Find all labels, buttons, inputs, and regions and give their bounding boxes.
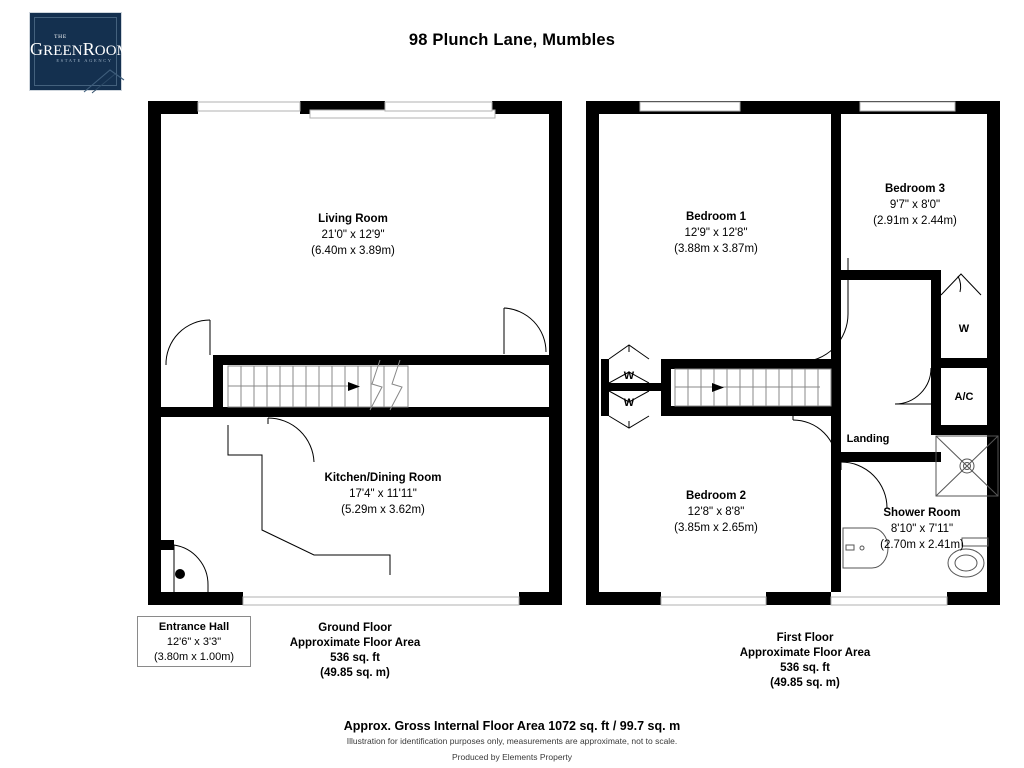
- entrance-hall-name: Entrance Hall: [158, 621, 230, 633]
- logo-subtitle-text: ESTATE AGENCY: [56, 58, 113, 63]
- logo-the-text: THE: [54, 34, 67, 40]
- entrance-hall-callout: [137, 616, 251, 667]
- bedroom2-imperial: 12'8" x 8'8": [687, 506, 745, 518]
- bedroom2-metric: (3.85m x 2.65m): [674, 522, 758, 534]
- first-floor-plan: [586, 101, 1000, 605]
- bedroom1-name: Bedroom 1: [685, 211, 747, 223]
- living-room-metric: (6.40m x 3.89m): [311, 245, 395, 257]
- kitchen-dining-room-name: Kitchen/Dining Room: [324, 472, 442, 484]
- shower-room-door: [841, 462, 887, 508]
- shower-room-metric: (2.70m x 2.41m): [880, 539, 964, 551]
- footer-disclaimer: Illustration for identification purposes only, measurements are approximate, not to scale.: [346, 736, 678, 746]
- ground-floor-plan: [148, 101, 562, 605]
- bedroom2-door: [793, 420, 837, 464]
- wardrobe-label-1: W: [623, 370, 635, 382]
- front-door-marker: [175, 569, 185, 579]
- ground-floor-caption-line2: Approximate Floor Area: [289, 637, 421, 649]
- entrance-hall-imperial: 12'6" x 3'3": [166, 636, 222, 648]
- first-floor-caption-line3: 536 sq. ft: [780, 662, 830, 674]
- shower-room-imperial: 8'10" x 7'11": [890, 523, 954, 535]
- bedroom2-name: Bedroom 2: [685, 490, 747, 502]
- first-floor-staircase: [675, 369, 831, 406]
- ground-floor-caption-line4: (49.85 sq. m): [320, 667, 390, 679]
- bedroom3-imperial: 9'7" x 8'0": [889, 199, 941, 211]
- bedroom3-name: Bedroom 3: [884, 183, 946, 195]
- airing-cupboard-label: A/C: [954, 391, 974, 403]
- shower-room-name: Shower Room: [883, 507, 961, 519]
- landing-label: Landing: [846, 433, 890, 445]
- page-title: 98 Plunch Lane, Mumbles: [408, 31, 616, 49]
- kitchen-dining-room-metric: (5.29m x 3.62m): [341, 504, 425, 516]
- ground-floor-staircase: [228, 360, 408, 410]
- wardrobe-doors-bedroom3: [941, 274, 981, 295]
- first-floor-caption-line1: First Floor: [776, 632, 834, 644]
- living-room-imperial: 21'0" x 12'9": [321, 229, 385, 241]
- first-floor-caption: [705, 631, 905, 691]
- first-floor-caption-line4: (49.85 sq. m): [770, 677, 840, 689]
- kitchen-dining-room-imperial: 17'4" x 11'11": [349, 488, 417, 500]
- footer: [0, 718, 1024, 764]
- footer-gross-area: Approx. Gross Internal Floor Area 1072 sq. ft / 99.7 sq. m: [343, 719, 681, 733]
- first-floor-caption-line2: Approximate Floor Area: [739, 647, 871, 659]
- entrance-hall-metric: (3.80m x 1.00m): [153, 651, 235, 663]
- wardrobe-label-2: W: [623, 397, 635, 409]
- bedroom1-imperial: 12'9" x 12'8": [684, 227, 748, 239]
- footer-producer: Produced by Elements Property: [451, 752, 572, 762]
- ac-door: [895, 368, 931, 404]
- logo-name-text: GREENROOM: [30, 39, 131, 59]
- bedroom3-metric: (2.91m x 2.44m): [873, 215, 957, 227]
- ground-floor-caption: [255, 621, 455, 681]
- stair-direction-arrow-first-floor: [712, 383, 724, 392]
- ground-floor-caption-line1: Ground Floor: [318, 622, 392, 634]
- living-room-name: Living Room: [318, 213, 388, 225]
- ground-floor-caption-line3: 536 sq. ft: [330, 652, 380, 664]
- wardrobe-label-3: W: [958, 323, 970, 335]
- bedroom1-metric: (3.88m x 3.87m): [674, 243, 758, 255]
